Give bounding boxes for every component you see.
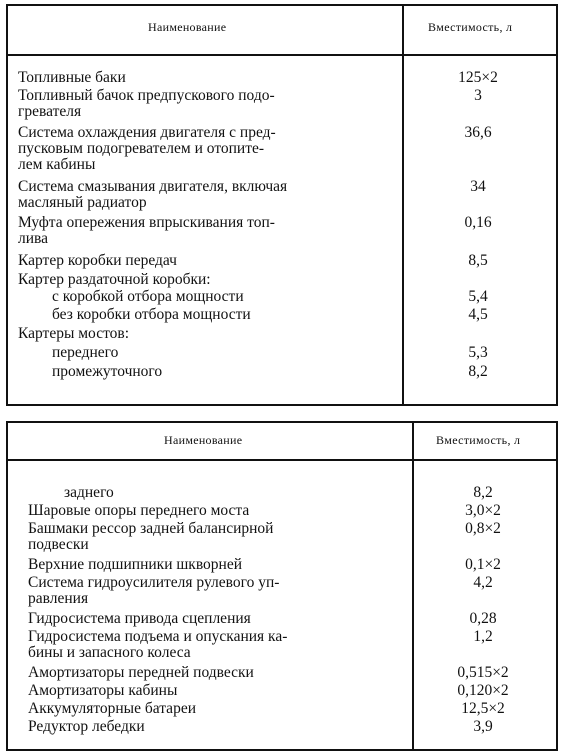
row-name-line: пусковым подогревателем и отопите- <box>18 140 265 157</box>
row-name-line: Муфта опережения впрыскивания топ- <box>18 214 275 231</box>
row-capacity-value: 8,2 <box>468 363 488 380</box>
row-name-line: подвески <box>28 536 89 553</box>
row-capacity-value: 0,16 <box>464 214 492 231</box>
row-capacity-value: 5,3 <box>468 344 488 361</box>
row-name-line: равления <box>28 590 89 607</box>
row-name-line: Топливные баки <box>18 69 126 86</box>
row-name-line: переднего <box>52 344 119 361</box>
row-name-line: промежуточного <box>52 363 163 380</box>
row-capacity-value: 8,2 <box>473 484 493 501</box>
row-name-line: Гидросистема подъема и опускания ка- <box>28 628 288 645</box>
row-capacity-value: 3 <box>474 87 482 104</box>
row-name-line: Картеры мостов: <box>18 325 130 342</box>
row-name-line: Амортизаторы передней подвески <box>28 664 254 681</box>
row-capacity-value: 36,6 <box>464 124 492 141</box>
row-capacity-value: 3,9 <box>473 718 493 735</box>
row-capacity-value: 8,5 <box>468 252 488 269</box>
row-name-line: Гидросистема привода сцепления <box>28 610 251 627</box>
row-name-line: Башмаки рессор задней балансирной <box>28 520 274 537</box>
header-capacity: Вместимость, л <box>436 433 521 447</box>
row-capacity-value: 4,5 <box>468 306 488 323</box>
row-name-line: гревателя <box>18 103 82 120</box>
row-name-line: Амортизаторы кабины <box>28 682 178 699</box>
row-capacity-value: 34 <box>470 178 486 195</box>
row-name-line: бины и запасного колеса <box>28 644 191 661</box>
row-name-line: Редуктор лебедки <box>28 718 145 735</box>
header-divider <box>8 54 556 56</box>
row-name-line: Система смазывания двигателя, включая <box>18 178 288 195</box>
row-capacity-value: 0,8×2 <box>465 520 501 537</box>
row-name-line: Картер раздаточной коробки: <box>18 271 211 288</box>
row-name-line: без коробки отбора мощности <box>52 306 251 323</box>
row-name-line: Топливный бачок предпускового подо- <box>18 87 275 104</box>
row-name-line: Верхние подшипники шкворней <box>28 556 243 573</box>
row-name-line: Шаровые опоры переднего моста <box>28 502 250 519</box>
row-name-line: с коробкой отбора мощности <box>52 288 244 305</box>
row-name-line: масляный радиатор <box>18 194 147 211</box>
column-divider <box>402 6 404 404</box>
header-name: Наименование <box>148 20 227 34</box>
header-capacity: Вместимость, л <box>428 20 513 34</box>
column-divider <box>412 423 414 749</box>
row-capacity-value: 1,2 <box>473 628 493 645</box>
row-name-line: заднего <box>64 484 114 501</box>
row-capacity-value: 5,4 <box>468 288 488 305</box>
row-name-line: Система охлаждения двигателя с пред- <box>18 124 276 141</box>
row-capacity-value: 125×2 <box>458 69 498 86</box>
row-capacity-value: 0,120×2 <box>457 682 509 699</box>
row-name-line: Система гидроусилителя рулевого уп- <box>28 574 280 591</box>
row-name-line: Аккумуляторные батареи <box>28 700 196 717</box>
capacity-table-2 <box>6 421 558 751</box>
row-name-line: Картер коробки передач <box>18 252 177 269</box>
row-capacity-value: 0,515×2 <box>457 664 509 681</box>
row-capacity-value: 3,0×2 <box>465 502 501 519</box>
header-name: Наименование <box>164 433 243 447</box>
row-capacity-value: 0,28 <box>469 610 497 627</box>
row-capacity-value: 12,5×2 <box>461 700 505 717</box>
row-name-line: лива <box>18 230 49 247</box>
row-capacity-value: 0,1×2 <box>465 556 501 573</box>
row-name-line: лем кабины <box>18 156 96 173</box>
header-divider <box>8 459 556 461</box>
capacity-table-1 <box>6 4 558 406</box>
row-capacity-value: 4,2 <box>473 574 493 591</box>
